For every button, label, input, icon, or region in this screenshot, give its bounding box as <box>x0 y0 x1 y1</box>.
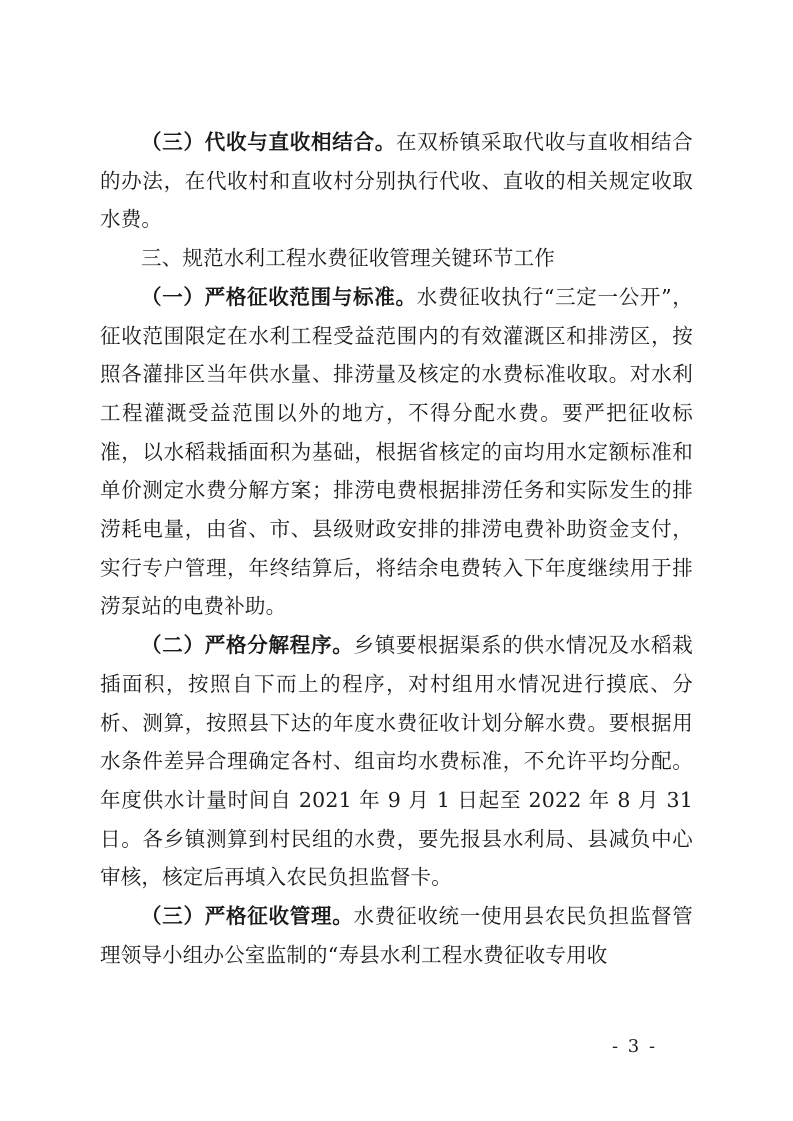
paragraph-lead: （二）严格分解程序。 <box>141 633 354 658</box>
paragraph-scope-standard <box>100 278 693 626</box>
section-heading: 三、规范水利工程水费征收管理关键环节工作 <box>141 246 555 271</box>
page-number: - 3 - <box>612 1036 658 1057</box>
paragraph-direct-collection <box>100 123 693 239</box>
paragraph-text: 乡镇要根据渠系的供水情况及水稻栽插面积，按照自下而上的程序，对村组用水情况进行摸底、分析、测算，按照县下达的年度水费征收计划分解水费。要根据用水条件差异合理确定各村、组亩均水费标准，不允许平均分配。年度供水计量时间自 2021 年 9 月 1 日起至 2022 年 8 月 31 日。各乡镇测算到村民组的水费，要先报县水利局、县减负中心审核，核定后再填入农民负担监督卡。 <box>100 633 694 890</box>
paragraph-text: 水费征收统一使用县农民负担监督管理领导小组办公室监制的“寿县水利工程水费征收专用收 <box>100 904 694 967</box>
paragraph-lead: （一）严格征收范围与标准。 <box>141 284 417 309</box>
document-body <box>100 123 693 974</box>
paragraph-lead: （三）严格征收管理。 <box>141 904 354 929</box>
paragraph-lead: （三）代收与直收相结合。 <box>141 130 397 154</box>
paragraph-text: 水费征收执行“三定一公开”，征收范围限定在水利工程受益范围内的有效灌溉区和排涝区，按照各灌排区当年供水量、排涝量及核定的水费标准收取。对水利工程灌溉受益范围以外的地方，不得分配水费。要严把征收标准，以水稻栽插面积为基础，根据省核定的亩均用水定额标准和单价测定水费分解方案；排涝电费根据排涝任务和实际发生的排涝耗电量，由省、市、县级财政安排的排涝电费补助资金支付，实行专户管理，年终结算后，将结余电费转入下年度继续用于排涝泵站的电费补助。 <box>100 284 693 619</box>
paragraph-text: 在双桥镇采取代收与直收相结合的办法，在代收村和直收村分别执行代收、直收的相关规定收取水费。 <box>100 130 693 232</box>
paragraph-collection-management <box>100 897 693 974</box>
paragraph-decomposition-procedure <box>100 626 693 897</box>
